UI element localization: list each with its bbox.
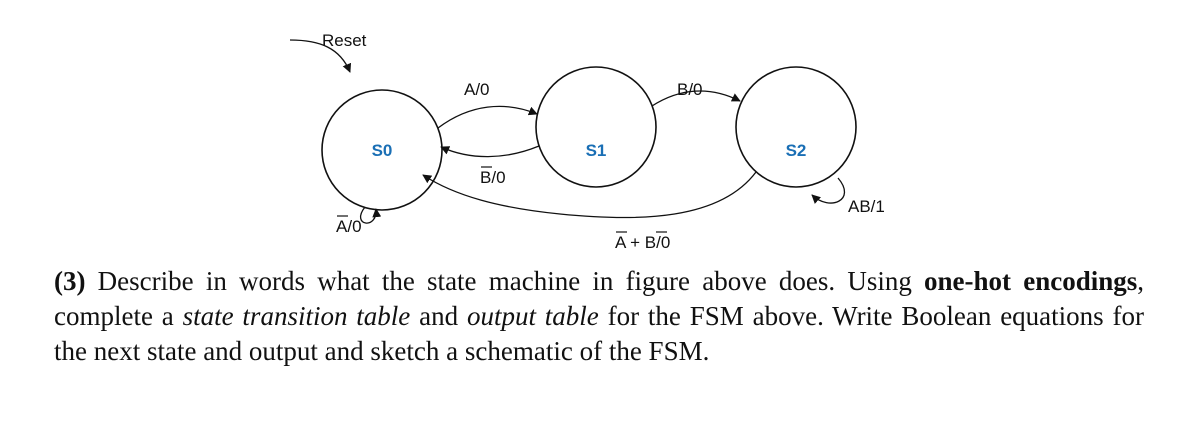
- question-bold-term: one-hot encodings: [924, 266, 1138, 296]
- reset-label: Reset: [322, 31, 367, 50]
- edge-s0-self-loop-label: [336, 217, 362, 236]
- question-italic-term-2: output table: [466, 301, 599, 331]
- state-s2-circle: [736, 67, 856, 187]
- edge-s0-self-loop-overbar-var: A: [336, 217, 348, 236]
- state-s2-label: S2: [785, 141, 807, 160]
- state-s1-circle: [536, 67, 656, 187]
- edge-s1-to-s0-label: [480, 168, 506, 187]
- edge-s0-self-loop-rest: /0: [347, 217, 362, 236]
- edge-s2-to-s0-label: [615, 233, 670, 252]
- question-part-4: for the FSM above. Write Boolean equations for the next state and output and sketch a schematic of the FSM.: [54, 301, 1144, 366]
- edge-s2-to-s0-plus: +: [625, 233, 645, 252]
- edge-s0-to-s1-label: A/0: [464, 80, 490, 99]
- edge-s2-to-s0-overbar-a: A: [615, 233, 626, 252]
- edge-s1-to-s2-label: B/0: [677, 80, 703, 99]
- edge-s2-self-loop-label: AB/1: [848, 197, 885, 216]
- edge-s1-to-s0-overbar-var: B: [480, 168, 492, 187]
- edge-s2-to-s0-rest: /0: [656, 233, 671, 252]
- edge-s2-to-s0-overbar-b: B: [644, 233, 657, 252]
- edge-s0-to-s1: [438, 106, 537, 128]
- question-italic-term-1: state transition table: [182, 301, 411, 331]
- edge-s1-to-s0: [441, 146, 539, 157]
- state-s0-label: S0: [371, 141, 393, 160]
- question-part-2: , complete a: [54, 266, 1144, 331]
- edge-s1-to-s0-rest: /0: [491, 168, 506, 187]
- question-number: (3): [54, 266, 86, 296]
- state-s1-label: S1: [585, 141, 607, 160]
- question-part-1: Describe in words what the state machine in figure above does. Using: [85, 266, 925, 296]
- question-part-3: and: [410, 301, 467, 331]
- question-text: [54, 264, 1144, 369]
